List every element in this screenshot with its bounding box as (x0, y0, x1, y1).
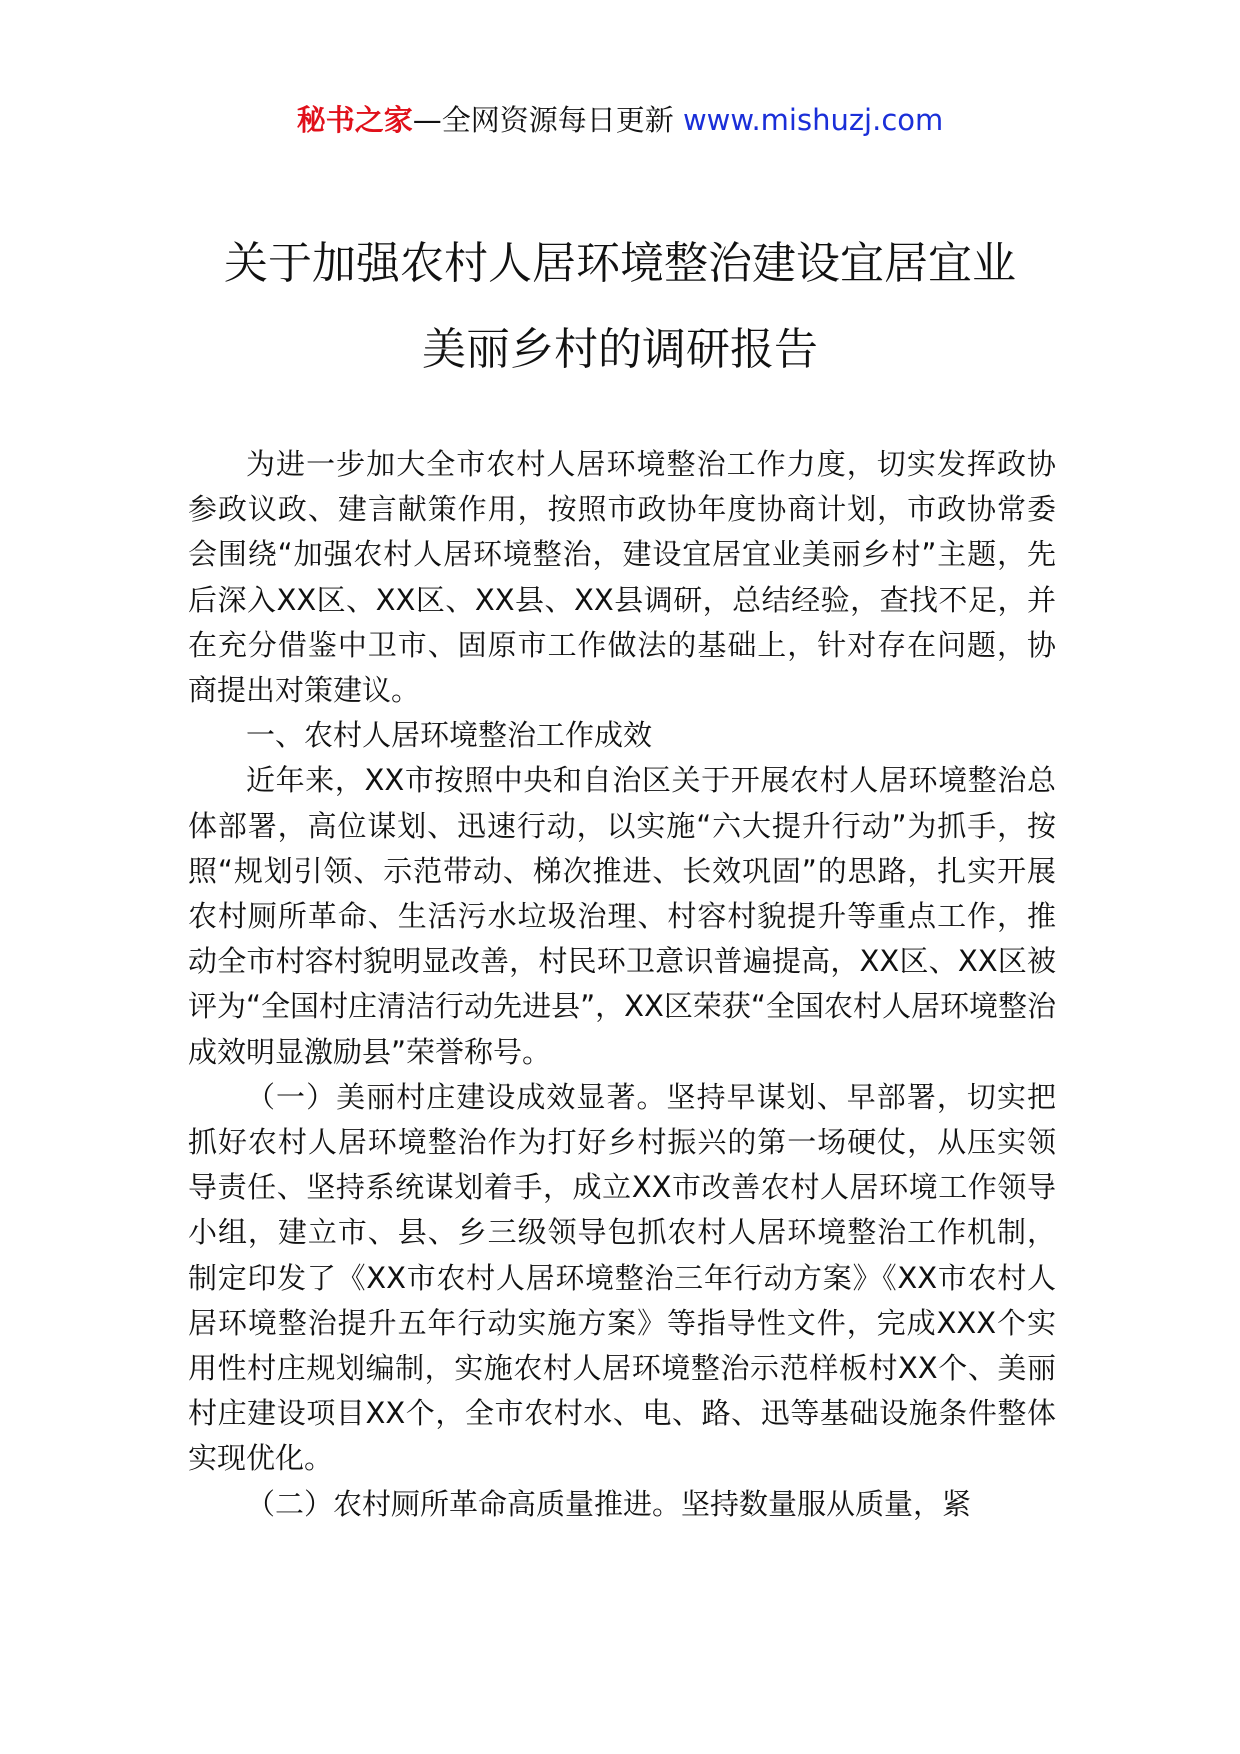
body-paragraph: 近年来，XX市按照中央和自治区关于开展农村人居环境整治总体部署，高位谋划、迅速行动，以实施“六大提升行动”为抓手，按照“规划引领、示范带动、梯次推进、长效巩固”的思路，扎实开展农村厕所革命、生活污水垃圾治理、村容村貌提升等重点工作，推动全市村容村貌明显改善，村民环卫意识普遍提高，XX区、XX区被评为“全国村庄清洁行动先进县”，XX区荣获“全国农村人居环境整治成效明显激励县”荣誉称号。 (188, 763, 1056, 1069)
document-title-line-2: 美丽乡村的调研报告 (422, 324, 818, 375)
subsection-paragraph: （二）农村厕所革命高质量推进。坚持数量服从质量，紧 (246, 1486, 972, 1521)
site-url-link[interactable]: www.mishuzj.com (682, 103, 944, 137)
intro-paragraph: 为进一步加大全市农村人居环境整治工作力度，切实发挥政协参政议政、建言献策作用，按照市政协年度协商计划，市政协常委会围绕“加强农村人居环境整治，建设宜居宜业美丽乡村”主题，先后深入XX区、XX区、XX县、XX县调研，总结经验，查找不足，并在充分借鉴中卫市、固原市工作做法的基础上，针对存在问题，协商提出对策建议。 (188, 447, 1056, 708)
document-title-line-1: 关于加强农村人居环境整治建设宜居宜业 (224, 238, 1016, 289)
subsection-paragraph: （一）美丽村庄建设成效显著。坚持早谋划、早部署，切实把抓好农村人居环境整治作为打好乡村振兴的第一场硬仗，从压实领导责任、坚持系统谋划着手，成立XX市改善农村人居环境工作领导小组，建立市、县、乡三级领导包抓农村人居环境整治工作机制，制定印发了《XX市农村人居环境整治三年行动方案》《XX市农村人居环境整治提升五年行动实施方案》等指导性文件，完成XXX个实用性村庄规划编制，实施农村人居环境整治示范样板村XX个、美丽村庄建设项目XX个，全市农村水、电、路、迅等基础设施条件整体实现优化。 (188, 1079, 1056, 1476)
site-header (0, 100, 1240, 140)
site-slogan: —全网资源每日更新 (412, 103, 683, 137)
document-body (188, 442, 1056, 1527)
site-brand: 秘书之家 (296, 103, 413, 137)
section-heading: 一、农村人居环境整治工作成效 (246, 718, 653, 753)
